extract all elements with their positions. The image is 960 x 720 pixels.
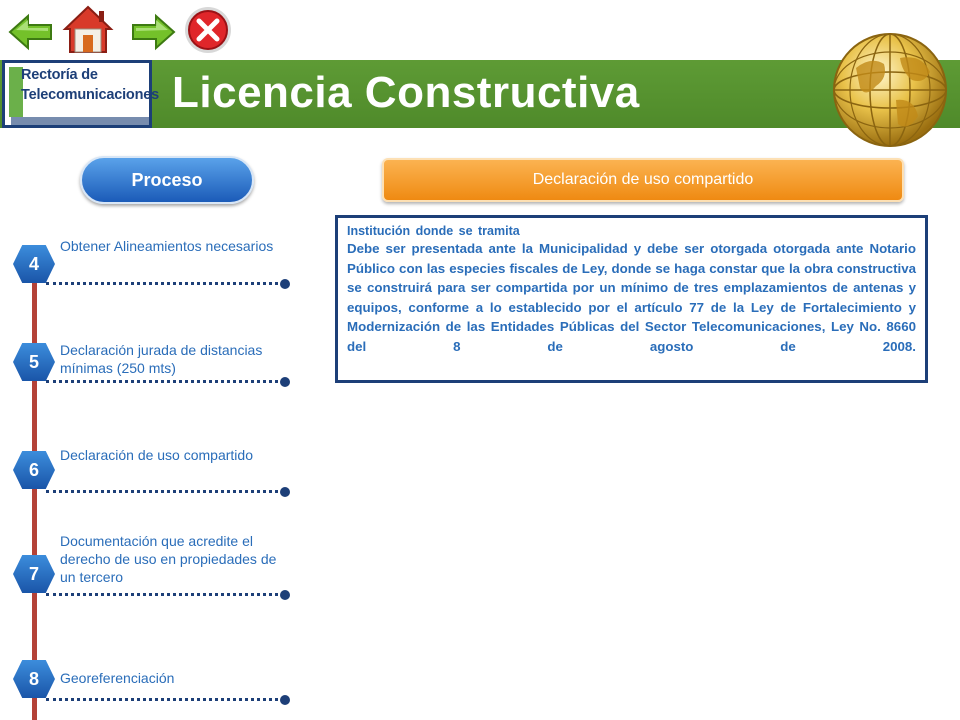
globe-icon [826,28,954,156]
close-icon [182,4,234,56]
step-end-dot [280,377,290,387]
info-box [335,215,928,383]
logo-text-line2: Telecomunicaciones [21,87,159,103]
close-button[interactable] [182,4,234,56]
back-button[interactable] [8,4,54,56]
home-icon [62,4,114,56]
step-label-alineamientos[interactable]: Obtener Alineamientos necesarios [60,238,274,254]
step-number: 6 [28,460,39,480]
process-button[interactable]: Proceso [80,156,254,204]
arrow-left-icon [8,4,54,56]
step-number: 4 [28,254,39,274]
forward-button[interactable] [130,4,176,56]
home-button[interactable] [62,4,114,56]
step-separator [46,698,284,701]
step-separator [46,593,284,596]
step-label-distancias[interactable]: Declaración jurada de distancias mínimas (250 mts) [60,342,263,376]
page-title: Licencia Constructiva [172,68,640,117]
step-end-dot [280,695,290,705]
arrow-right-icon [130,4,176,56]
step-separator [46,282,284,285]
logo [2,60,159,128]
info-heading: Institución donde se tramita [347,224,520,238]
logo-text-line1: Rectoría de [21,67,98,83]
step-number: 7 [28,564,39,584]
step-separator [46,490,284,493]
step-label-georeferenciacion[interactable]: Georeferenciación [60,670,175,686]
section-title-bar: Declaración de uso compartido [382,158,904,202]
step-number: 5 [28,352,39,372]
step-end-dot [280,279,290,289]
step-label-uso-compartido[interactable]: Declaración de uso compartido [60,447,253,463]
step-label-documentacion[interactable]: Documentación que acredite el derecho de uso en propiedades de un tercero [60,533,277,585]
step-number: 8 [28,669,39,689]
step-separator [46,380,284,383]
step-end-dot [280,590,290,600]
step-end-dot [280,487,290,497]
info-body: Debe ser presentada ante la Municipalidad y debe ser otorgada otorgada ante Notario Público con las especies fiscales de Ley, donde se haga constar que la obra constructiva se construirá para ser compartida por un mínimo de tres emplazamientos de antenas y equipos, conforme a lo establecido por el artículo 77 de la Ley de Fortalecimiento y Modernización de las Entidades Públicas del Sector Telecomunicaciones, Ley No. 8660 del 8 de agosto de 2008. [347,241,916,354]
